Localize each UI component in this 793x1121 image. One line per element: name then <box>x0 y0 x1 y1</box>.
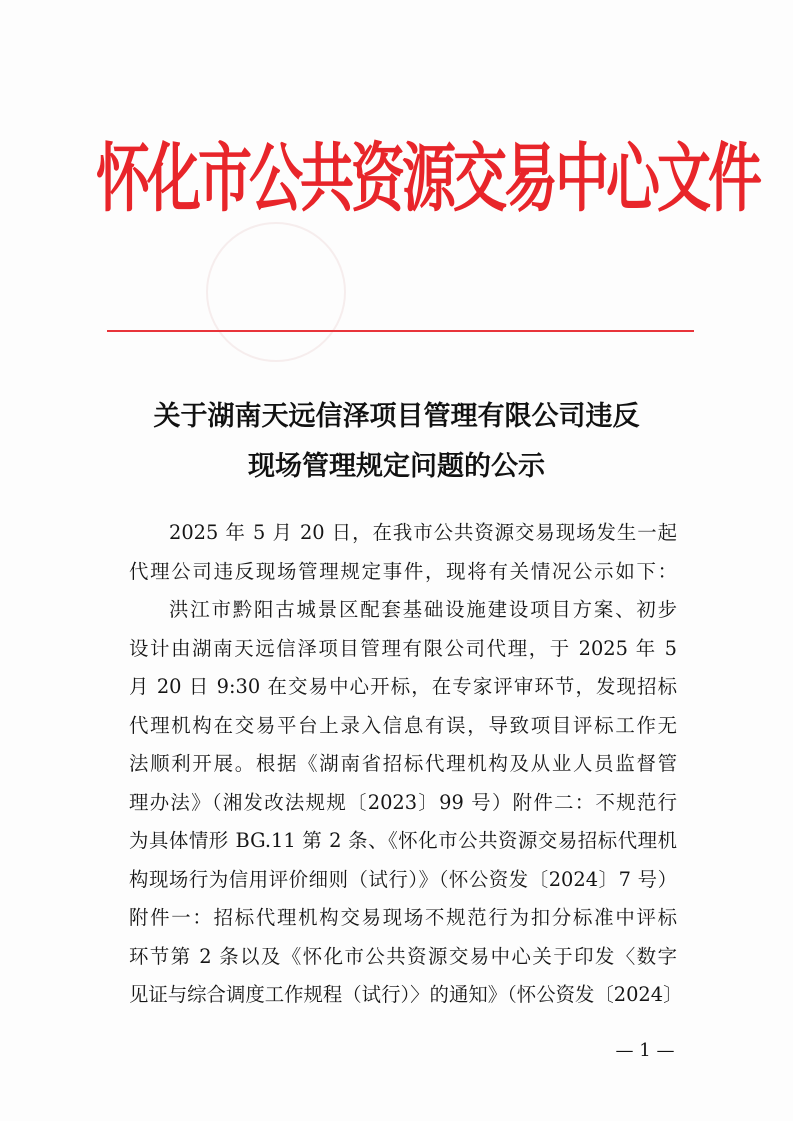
document-title <box>100 392 693 492</box>
issuing-authority-header: 怀化市公共资源交易中心文件 <box>96 134 759 222</box>
page-number: — 1 — <box>615 1040 675 1061</box>
body-line: 环节第 2 条以及《怀化市公共资源交易中心关于印发〈数字 <box>129 944 677 968</box>
document-title-line-1: 关于湖南天远信泽项目管理有限公司违反 <box>153 401 640 432</box>
body-line: 附件一：招标代理机构交易现场不规范行为扣分标准中评标 <box>129 906 677 929</box>
body-line: 洪江市黔阳古城景区配套基础设施建设项目方案、初步 <box>169 598 677 621</box>
document-body <box>129 514 683 1015</box>
body-line: 见证与综合调度工作规程（试行）〉的通知》（怀公资发〔2024〕 <box>129 983 683 1006</box>
body-line: 构现场行为信用评价细则（试行）》（怀公资发〔2024〕7 号） <box>129 867 677 891</box>
body-line: 月 20 日 9:30 在交易中心开标，在专家评审环节，发现招标 <box>129 675 677 698</box>
body-line: 2025 年 5 月 20 日，在我市公共资源交易现场发生一起 <box>169 521 677 544</box>
body-line: 理办法》（湘发改法规规〔2023〕99 号）附件二：不规范行 <box>129 790 677 814</box>
body-line: 代理公司违反现场管理规定事件，现将有关情况公示如下： <box>129 559 677 583</box>
body-line: 为具体情形 BG.11 第 2 条、《怀化市公共资源交易招标代理机 <box>129 829 677 852</box>
body-line: 法顺利开展。根据《湖南省招标代理机构及从业人员监督管 <box>129 752 677 775</box>
body-line: 代理机构在交易平台上录入信息有误，导致项目评标工作无 <box>129 713 677 737</box>
body-line: 设计由湖南天远信泽项目管理有限公司代理，于 2025 年 5 <box>129 636 677 660</box>
document-title-line-2: 现场管理规定问题的公示 <box>248 451 545 482</box>
red-header-divider <box>107 330 694 332</box>
faint-seal-stamp <box>206 222 346 362</box>
